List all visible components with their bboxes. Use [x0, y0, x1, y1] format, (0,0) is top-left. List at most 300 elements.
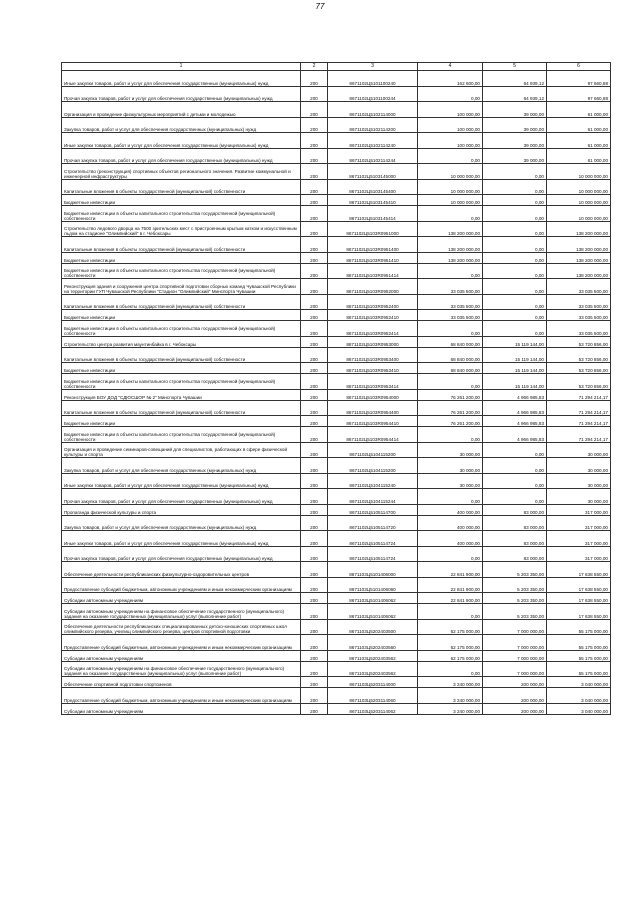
row-kbk-cell: 8671102Ц5103R0951000 — [328, 221, 418, 237]
row-name-cell: Капитальные вложения в объекты государственной (муниципальной) собственности — [62, 179, 301, 195]
column-header: 1 — [62, 63, 301, 71]
row-name-cell: Бюджетные инвестиции — [62, 252, 301, 263]
row-code-cell: 200 — [301, 604, 328, 620]
row-code-cell: 200 — [301, 400, 328, 416]
row-amount-plan-cell: 0,00 — [418, 263, 483, 279]
row-code-cell: 200 — [301, 310, 328, 321]
row-code-cell: 200 — [301, 164, 328, 180]
table-row — [62, 473, 611, 489]
row-amount-plan-cell: 10 000 000,00 — [418, 164, 483, 180]
row-amount-plan-cell: 22 841 900,00 — [418, 562, 483, 578]
table-row — [62, 619, 611, 635]
row-amount-change-cell: 0,00 — [483, 294, 547, 310]
row-name-cell: Строительство (реконструкция) спортивных объектов регионального значения. Развитие коммунальной и инженерной инфраструктуры — [62, 164, 301, 180]
table-row — [62, 677, 611, 688]
row-amount-total-cell: 30 000,00 — [547, 473, 611, 489]
row-amount-plan-cell: 0,00 — [418, 206, 483, 222]
row-amount-plan-cell: 0,00 — [418, 427, 483, 443]
row-amount-change-cell: 0,00 — [483, 489, 547, 505]
row-code-cell: 200 — [301, 427, 328, 443]
table-row — [62, 206, 611, 222]
row-amount-change-cell: 0,00 — [483, 237, 547, 253]
table-row — [62, 604, 611, 620]
table-row — [62, 650, 611, 661]
row-name-cell: Субсидии автономным учреждениям — [62, 593, 301, 604]
row-name-cell: Прочая закупка товаров, работ и услуг для обеспечения государственных (муниципальных) нужд — [62, 489, 301, 505]
row-amount-plan-cell: 68 840 000,00 — [418, 336, 483, 347]
row-name-cell: Бюджетные инвестиции в объекты капитального строительства государственной (муниципальной) собственности — [62, 374, 301, 390]
row-code-cell: 200 — [301, 179, 328, 195]
table-row — [62, 374, 611, 390]
row-amount-plan-cell: 33 035 500,00 — [418, 310, 483, 321]
row-kbk-cell: 8671102Ц5103145410 — [328, 195, 418, 206]
row-code-cell: 200 — [301, 515, 328, 531]
row-name-cell: Субсидии автономным учреждениям на финансовое обеспечение государственного (муниципального) задания на оказание государственных (муниципальных) услуг (выполнение работ) — [62, 661, 301, 677]
table-row — [62, 86, 611, 102]
row-name-cell: Капитальные вложения в объекты государственной (муниципальной) собственности — [62, 400, 301, 416]
row-kbk-cell: 8671102Ц5103R0952414 — [328, 321, 418, 337]
row-amount-plan-cell: 400 000,00 — [418, 515, 483, 531]
row-code-cell: 200 — [301, 389, 328, 400]
row-amount-plan-cell: 0,00 — [418, 374, 483, 390]
row-name-cell: Капитальные вложения в объекты государственной (муниципальной) собственности — [62, 237, 301, 253]
row-amount-plan-cell: 0,00 — [418, 546, 483, 562]
row-code-cell: 200 — [301, 374, 328, 390]
row-name-cell: Строительство центра развития маунтинбайка в г. Чебоксары — [62, 336, 301, 347]
table-row — [62, 252, 611, 263]
row-kbk-cell: 8671102Ц5103R0953400 — [328, 347, 418, 363]
row-amount-total-cell: 53 720 856,00 — [547, 363, 611, 374]
row-code-cell: 200 — [301, 279, 328, 295]
row-code-cell: 200 — [301, 416, 328, 427]
row-code-cell: 200 — [301, 252, 328, 263]
row-amount-total-cell: 71 294 214,17 — [547, 416, 611, 427]
row-amount-change-cell: 64 939,12 — [483, 71, 547, 87]
row-name-cell: Бюджетные инвестиции в объекты капитального строительства государственной (муниципальной) собственности — [62, 321, 301, 337]
row-amount-total-cell: 55 175 000,00 — [547, 650, 611, 661]
table-row — [62, 294, 611, 310]
row-name-cell: Строительство ледового дворца на 7500 зрительских мест с пристроенным крытым катком и искусственным льдом на стадионе "Олимпийский" в г. Чебоксары — [62, 221, 301, 237]
row-amount-change-cell: 15 119 144,00 — [483, 374, 547, 390]
row-amount-total-cell: 33 035 500,00 — [547, 294, 611, 310]
row-code-cell: 200 — [301, 221, 328, 237]
row-amount-plan-cell: 162 600,00 — [418, 71, 483, 87]
row-code-cell: 200 — [301, 363, 328, 374]
row-kbk-cell: 8671102Ц5104115200 — [328, 442, 418, 458]
row-amount-plan-cell: 10 000 000,00 — [418, 179, 483, 195]
row-amount-total-cell: 30 000,00 — [547, 458, 611, 474]
row-amount-total-cell: 33 035 500,00 — [547, 321, 611, 337]
table-row — [62, 117, 611, 133]
row-code-cell: 200 — [301, 71, 328, 87]
row-kbk-cell: 8671103Ц5203114062 — [328, 703, 418, 714]
row-amount-change-cell: 5 203 350,00 — [483, 577, 547, 593]
row-amount-plan-cell: 3 240 000,00 — [418, 677, 483, 688]
row-kbk-cell: 8671102Ц5101100240 — [328, 71, 418, 87]
table-row — [62, 237, 611, 253]
row-amount-total-cell: 61 000,00 — [547, 133, 611, 149]
row-amount-change-cell: 39 000,00 — [483, 117, 547, 133]
row-amount-plan-cell: 30 000,00 — [418, 458, 483, 474]
row-amount-total-cell: 10 000 000,00 — [547, 206, 611, 222]
row-amount-plan-cell: 138 200 000,00 — [418, 237, 483, 253]
row-amount-change-cell: 200 000,00 — [483, 688, 547, 704]
row-kbk-cell: 8671103Ц5203114000 — [328, 677, 418, 688]
row-amount-plan-cell: 0,00 — [418, 148, 483, 164]
row-amount-plan-cell: 0,00 — [418, 489, 483, 505]
row-kbk-cell: 8671102Ц5105114720 — [328, 515, 418, 531]
table-row — [62, 336, 611, 347]
row-kbk-cell: 8671103Ц5101406060 — [328, 577, 418, 593]
row-amount-plan-cell: 0,00 — [418, 321, 483, 337]
row-kbk-cell: 8671102Ц5102114244 — [328, 148, 418, 164]
row-amount-total-cell: 30 000,00 — [547, 442, 611, 458]
row-amount-plan-cell: 22 841 900,00 — [418, 577, 483, 593]
row-name-cell: Субсидии автономным учреждениям — [62, 650, 301, 661]
row-name-cell: Капитальные вложения в объекты государственной (муниципальной) собственности — [62, 347, 301, 363]
row-name-cell: Бюджетные инвестиции в объекты капитального строительства государственной (муниципальной) собственности — [62, 206, 301, 222]
row-amount-total-cell: 61 000,00 — [547, 148, 611, 164]
column-header: 3 — [328, 63, 418, 71]
row-amount-change-cell: 7 000 000,00 — [483, 635, 547, 651]
table-row — [62, 703, 611, 714]
row-amount-total-cell: 53 720 856,00 — [547, 374, 611, 390]
row-kbk-cell: 8671102Ц5103R0951414 — [328, 263, 418, 279]
row-kbk-cell: 8671102Ц5103R0952400 — [328, 294, 418, 310]
table-row — [62, 504, 611, 515]
row-amount-total-cell: 17 638 550,00 — [547, 562, 611, 578]
row-amount-total-cell: 61 000,00 — [547, 117, 611, 133]
table-row — [62, 661, 611, 677]
row-kbk-cell: 8671102Ц5103R0951410 — [328, 252, 418, 263]
row-name-cell: Организация и проведение физкультурных мероприятий с детьми и молодежью — [62, 102, 301, 118]
row-kbk-cell: 8671102Ц5103R0954000 — [328, 389, 418, 400]
row-code-cell: 200 — [301, 117, 328, 133]
row-name-cell: Предоставление субсидий бюджетным, автономным учреждениям и иным некоммерческим организациям — [62, 688, 301, 704]
row-amount-total-cell: 138 200 000,00 — [547, 237, 611, 253]
column-header: 5 — [483, 63, 547, 71]
column-header: 6 — [547, 63, 611, 71]
row-kbk-cell: 8671102Ц5103R0953414 — [328, 374, 418, 390]
row-amount-change-cell: 0,00 — [483, 442, 547, 458]
row-name-cell: Закупка товаров, работ и услуг для обеспечения государственных (муниципальных) нужд — [62, 515, 301, 531]
row-name-cell: Обеспечение деятельности республиканских физкультурно-оздоровительных центров — [62, 562, 301, 578]
row-amount-plan-cell: 100 000,00 — [418, 117, 483, 133]
row-amount-change-cell: 39 000,00 — [483, 148, 547, 164]
table-row — [62, 400, 611, 416]
row-amount-change-cell: 39 000,00 — [483, 133, 547, 149]
row-amount-change-cell: 83 000,00 — [483, 504, 547, 515]
row-kbk-cell: 8671102Ц5103145414 — [328, 206, 418, 222]
row-name-cell: Бюджетные инвестиции — [62, 416, 301, 427]
row-amount-total-cell: 53 720 856,00 — [547, 336, 611, 347]
row-kbk-cell: 8671103Ц5202403560 — [328, 635, 418, 651]
page-number: 77 — [315, 2, 325, 11]
row-kbk-cell: 8671102Ц5101100244 — [328, 86, 418, 102]
table-row — [62, 389, 611, 400]
row-amount-change-cell: 7 000 000,00 — [483, 619, 547, 635]
row-amount-change-cell: 0,00 — [483, 279, 547, 295]
row-amount-change-cell: 5 203 350,00 — [483, 593, 547, 604]
row-amount-change-cell: 4 966 985,83 — [483, 427, 547, 443]
row-kbk-cell: 8671102Ц5104115244 — [328, 489, 418, 505]
row-amount-plan-cell: 400 000,00 — [418, 531, 483, 547]
row-amount-plan-cell: 100 000,00 — [418, 133, 483, 149]
row-kbk-cell: 8671103Ц5101406000 — [328, 562, 418, 578]
row-kbk-cell: 8671102Ц5104115200 — [328, 458, 418, 474]
row-amount-total-cell: 71 294 214,17 — [547, 427, 611, 443]
table-row — [62, 279, 611, 295]
table-row — [62, 321, 611, 337]
column-header: 4 — [418, 63, 483, 71]
row-kbk-cell: 8671102Ц5105114700 — [328, 504, 418, 515]
row-amount-change-cell: 15 119 144,00 — [483, 363, 547, 374]
row-code-cell: 200 — [301, 635, 328, 651]
row-name-cell: Прочая закупка товаров, работ и услуг для обеспечения государственных (муниципальных) нужд — [62, 546, 301, 562]
row-code-cell: 200 — [301, 133, 328, 149]
row-amount-change-cell: 64 939,12 — [483, 86, 547, 102]
row-kbk-cell: 8671102Ц5104115240 — [328, 473, 418, 489]
row-amount-plan-cell: 10 000 000,00 — [418, 195, 483, 206]
table-row — [62, 427, 611, 443]
row-name-cell: Иные закупки товаров, работ и услуг для обеспечения государственных (муниципальных) нужд — [62, 71, 301, 87]
row-code-cell: 200 — [301, 703, 328, 714]
row-name-cell: Закупка товаров, работ и услуг для обеспечения государственных (муниципальных) нужд — [62, 458, 301, 474]
row-name-cell: Реконструкция здания и сооружения центра спортивной подготовки сборных команд Чувашской Республики на территории ГУП Чувашской Республики "Стадион "Олимпийский" Минспорта Чувашии — [62, 279, 301, 295]
row-amount-plan-cell: 68 840 000,00 — [418, 347, 483, 363]
row-kbk-cell: 8671102Ц5103R0953410 — [328, 363, 418, 374]
row-amount-plan-cell: 100 000,00 — [418, 102, 483, 118]
table-row — [62, 416, 611, 427]
row-amount-plan-cell: 76 261 200,00 — [418, 416, 483, 427]
row-amount-total-cell: 138 200 000,00 — [547, 252, 611, 263]
row-name-cell: Обеспечение спортивной подготовки спортсменов — [62, 677, 301, 688]
row-code-cell: 200 — [301, 294, 328, 310]
table-row — [62, 562, 611, 578]
row-amount-change-cell: 4 966 985,83 — [483, 400, 547, 416]
row-kbk-cell: 8671102Ц5103R0954410 — [328, 416, 418, 427]
table-row — [62, 688, 611, 704]
row-name-cell: Бюджетные инвестиции в объекты капитального строительства государственной (муниципальной) собственности — [62, 427, 301, 443]
row-name-cell: Капитальные вложения в объекты государственной (муниципальной) собственности — [62, 294, 301, 310]
table-row — [62, 102, 611, 118]
row-kbk-cell: 8671102Ц5103R0952000 — [328, 279, 418, 295]
row-code-cell: 200 — [301, 546, 328, 562]
table-row — [62, 71, 611, 87]
row-amount-total-cell: 317 000,00 — [547, 546, 611, 562]
table-row — [62, 363, 611, 374]
row-code-cell: 200 — [301, 86, 328, 102]
row-amount-total-cell: 10 000 000,00 — [547, 195, 611, 206]
row-amount-change-cell: 0,00 — [483, 221, 547, 237]
row-amount-total-cell: 55 175 000,00 — [547, 635, 611, 651]
row-amount-plan-cell: 30 000,00 — [418, 473, 483, 489]
row-code-cell: 200 — [301, 661, 328, 677]
row-amount-total-cell: 33 035 500,00 — [547, 310, 611, 321]
row-name-cell: Иные закупки товаров, работ и услуг для обеспечения государственных (муниципальных) нужд — [62, 473, 301, 489]
row-kbk-cell: 8671102Ц5103145400 — [328, 179, 418, 195]
row-code-cell: 200 — [301, 458, 328, 474]
row-amount-total-cell: 317 000,00 — [547, 504, 611, 515]
row-amount-total-cell: 97 660,88 — [547, 86, 611, 102]
table-row — [62, 442, 611, 458]
row-amount-change-cell: 200 000,00 — [483, 677, 547, 688]
row-name-cell: Бюджетные инвестиции — [62, 195, 301, 206]
row-kbk-cell: 8671102Ц5102114200 — [328, 117, 418, 133]
row-kbk-cell: 8671102Ц5103R0951400 — [328, 237, 418, 253]
row-kbk-cell: 8671102Ц5105114724 — [328, 546, 418, 562]
table-row — [62, 593, 611, 604]
row-code-cell: 200 — [301, 442, 328, 458]
row-kbk-cell: 8671102Ц5103R0952410 — [328, 310, 418, 321]
header-row — [62, 63, 611, 71]
row-amount-change-cell: 0,00 — [483, 458, 547, 474]
row-name-cell: Бюджетные инвестиции в объекты капитального строительства государственной (муниципальной) собственности — [62, 263, 301, 279]
row-amount-plan-cell: 0,00 — [418, 604, 483, 620]
row-code-cell: 200 — [301, 489, 328, 505]
row-code-cell: 200 — [301, 321, 328, 337]
table-row — [62, 133, 611, 149]
row-name-cell: Прочая закупка товаров, работ и услуг для обеспечения государственных (муниципальных) нужд — [62, 86, 301, 102]
row-code-cell: 200 — [301, 504, 328, 515]
row-code-cell: 200 — [301, 336, 328, 347]
row-amount-total-cell: 317 000,00 — [547, 531, 611, 547]
row-amount-plan-cell: 30 000,00 — [418, 442, 483, 458]
row-amount-change-cell: 83 000,00 — [483, 531, 547, 547]
table-row — [62, 148, 611, 164]
row-amount-change-cell: 200 000,00 — [483, 703, 547, 714]
row-amount-change-cell: 39 000,00 — [483, 102, 547, 118]
row-kbk-cell: 8671103Ц5202403562 — [328, 650, 418, 661]
row-name-cell: Субсидии автономным учреждениям — [62, 703, 301, 714]
row-amount-total-cell: 97 660,88 — [547, 71, 611, 87]
row-amount-total-cell: 55 175 000,00 — [547, 619, 611, 635]
row-kbk-cell: 8671102Ц5103R0954400 — [328, 400, 418, 416]
row-name-cell: Закупка товаров, работ и услуг для обеспечения государственных (муниципальных) нужд — [62, 117, 301, 133]
row-amount-plan-cell: 33 035 500,00 — [418, 294, 483, 310]
budget-table — [61, 62, 611, 715]
row-amount-total-cell: 10 000 000,00 — [547, 164, 611, 180]
row-amount-total-cell: 30 000,00 — [547, 489, 611, 505]
row-amount-change-cell: 0,00 — [483, 473, 547, 489]
row-amount-change-cell: 0,00 — [483, 206, 547, 222]
row-amount-total-cell: 10 000 000,00 — [547, 179, 611, 195]
row-code-cell: 200 — [301, 677, 328, 688]
row-kbk-cell: 8671102Ц5102114000 — [328, 102, 418, 118]
row-code-cell: 200 — [301, 195, 328, 206]
row-amount-total-cell: 33 035 500,00 — [547, 279, 611, 295]
row-amount-change-cell: 15 119 144,00 — [483, 336, 547, 347]
row-amount-total-cell: 17 638 550,00 — [547, 577, 611, 593]
row-amount-change-cell: 15 119 144,00 — [483, 347, 547, 363]
row-kbk-cell: 8671103Ц5202403562 — [328, 661, 418, 677]
row-kbk-cell: 8671103Ц5202403500 — [328, 619, 418, 635]
table-row — [62, 531, 611, 547]
row-amount-total-cell: 55 175 000,00 — [547, 661, 611, 677]
row-amount-change-cell: 5 203 350,00 — [483, 562, 547, 578]
table-row — [62, 195, 611, 206]
table-row — [62, 546, 611, 562]
row-code-cell: 200 — [301, 650, 328, 661]
row-amount-change-cell: 0,00 — [483, 252, 547, 263]
table-row — [62, 577, 611, 593]
row-amount-total-cell: 17 638 550,00 — [547, 604, 611, 620]
row-kbk-cell: 8671102Ц5102114240 — [328, 133, 418, 149]
row-amount-change-cell: 0,00 — [483, 321, 547, 337]
table-row — [62, 347, 611, 363]
row-name-cell: Прочая закупка товаров, работ и услуг для обеспечения государственных (муниципальных) нужд — [62, 148, 301, 164]
row-amount-change-cell: 0,00 — [483, 164, 547, 180]
row-code-cell: 200 — [301, 206, 328, 222]
row-amount-change-cell: 5 203 350,00 — [483, 604, 547, 620]
row-name-cell: Предоставление субсидий бюджетным, автономным учреждениям и иным некоммерческим организациям — [62, 635, 301, 651]
row-amount-plan-cell: 400 000,00 — [418, 504, 483, 515]
row-code-cell: 200 — [301, 237, 328, 253]
row-amount-total-cell: 317 000,00 — [547, 515, 611, 531]
row-kbk-cell: 8671102Ц5103R0953000 — [328, 336, 418, 347]
row-code-cell: 200 — [301, 347, 328, 363]
row-kbk-cell: 8671103Ц5101406062 — [328, 604, 418, 620]
table-row — [62, 515, 611, 531]
row-amount-total-cell: 3 040 000,00 — [547, 703, 611, 714]
row-amount-change-cell: 4 966 985,83 — [483, 416, 547, 427]
table-row — [62, 263, 611, 279]
row-code-cell: 200 — [301, 102, 328, 118]
row-code-cell: 200 — [301, 593, 328, 604]
row-code-cell: 200 — [301, 688, 328, 704]
row-name-cell: Предоставление субсидий бюджетным, автономным учреждениям и иным некоммерческим организациям — [62, 577, 301, 593]
table-row — [62, 458, 611, 474]
row-name-cell: Бюджетные инвестиции — [62, 363, 301, 374]
row-code-cell: 200 — [301, 531, 328, 547]
row-code-cell: 200 — [301, 473, 328, 489]
row-amount-plan-cell: 76 261 200,00 — [418, 400, 483, 416]
table-row — [62, 179, 611, 195]
column-header: 2 — [301, 63, 328, 71]
row-amount-plan-cell: 33 035 500,00 — [418, 279, 483, 295]
row-amount-change-cell: 0,00 — [483, 263, 547, 279]
row-name-cell: Пропаганда физической культуры и спорта — [62, 504, 301, 515]
row-amount-total-cell: 53 720 856,00 — [547, 347, 611, 363]
row-amount-change-cell: 7 000 000,00 — [483, 650, 547, 661]
row-amount-total-cell: 3 040 000,00 — [547, 677, 611, 688]
row-amount-plan-cell: 0,00 — [418, 86, 483, 102]
row-amount-plan-cell: 68 840 000,00 — [418, 363, 483, 374]
row-amount-plan-cell: 3 240 000,00 — [418, 703, 483, 714]
row-kbk-cell: 8671102Ц5105114724 — [328, 531, 418, 547]
row-amount-plan-cell: 62 175 000,00 — [418, 650, 483, 661]
row-amount-total-cell: 61 000,00 — [547, 102, 611, 118]
row-amount-total-cell: 17 638 550,00 — [547, 593, 611, 604]
row-amount-plan-cell: 62 175 000,00 — [418, 619, 483, 635]
row-amount-plan-cell: 138 200 000,00 — [418, 252, 483, 263]
row-amount-total-cell: 138 200 000,00 — [547, 221, 611, 237]
row-amount-change-cell: 0,00 — [483, 310, 547, 321]
row-name-cell: Бюджетные инвестиции — [62, 310, 301, 321]
row-amount-change-cell: 7 000 000,00 — [483, 661, 547, 677]
row-kbk-cell: 8671102Ц5103145000 — [328, 164, 418, 180]
row-code-cell: 200 — [301, 148, 328, 164]
row-amount-plan-cell: 0,00 — [418, 661, 483, 677]
row-name-cell: Обеспечение деятельности республиканских специализированных детско-юношеских спортивных школ олимпийского резерва, училищ олимпийского резерва, центров спортивной подготовки — [62, 619, 301, 635]
row-kbk-cell: 8671103Ц5101406062 — [328, 593, 418, 604]
row-amount-plan-cell: 62 175 000,00 — [418, 635, 483, 651]
row-kbk-cell: 8671102Ц5103R0954414 — [328, 427, 418, 443]
row-kbk-cell: 8671103Ц5203114060 — [328, 688, 418, 704]
row-name-cell: Иные закупки товаров, работ и услуг для обеспечения государственных (муниципальных) нужд — [62, 531, 301, 547]
row-amount-change-cell: 0,00 — [483, 195, 547, 206]
table-row — [62, 221, 611, 237]
